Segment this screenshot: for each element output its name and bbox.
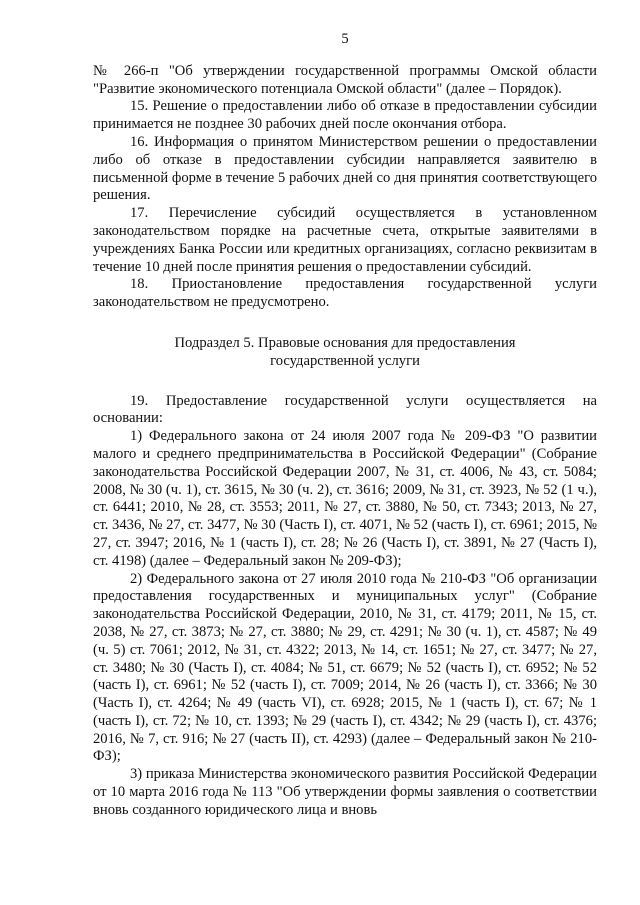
list-item-2: 2) Федерального закона от 27 июля 2010 года № 210-ФЗ "Об организации предоставления государственных и муниципальных услуг" (Собрание законодательства Российской Федерации, 2010, № 31, ст. 4179; 2011, № 15, ст. 2038, № 27, ст. 3873; № 27, ст. 3880; № 29, ст. 4291; № 30 (ч. 1), ст. 4587; № 49 (ч. 5) ст. 7061; 2012, № 31, ст. 4322; 2013, № 14, ст. 1651; № 27, ст. 3477; № 27, ст. 3480; № 30 (Часть I), ст. 4084; № 51, ст. 6679; № 52 (часть I), ст. 6952; № 52 (часть I), ст. 6961; № 52 (часть I), ст. 7009; 2014, № 26 (часть I), ст. 3366; № 30 (Часть I), ст. 4264; № 49 (часть VI), ст. 6928; 2015, № 1 (часть I), ст. 67; № 1 (часть I), ст. 72; № 10, ст. 1393; № 29 (часть I), ст. 4342; № 29 (часть I), ст. 4376; 2016, № 7, ст. 916; № 27 (часть II), ст. 4293) (далее – Федеральный закон № 210-ФЗ); <box>93 570 597 765</box>
subsection-heading-line-2: государственной услуги <box>270 352 420 369</box>
list-item-1: 1) Федерального закона от 24 июля 2007 года № 209-ФЗ "О развитии малого и среднего предпринимательства в Российской Федерации" (Собрание законодательства Российской Федерации 2007, № 31, ст. 4006, № 43, ст. 5084; 2008, № 30 (ч. 1), ст. 3615, № 30 (ч. 2), ст. 3616; 2009, № 31, ст. 3923, № 52 (1 ч.), ст. 6441; 2010, № 28, ст. 3553; 2011, № 27, ст. 3880, № 50, ст. 7343; 2013, № 27, ст. 3436, № 27, ст. 3477, № 30 (Часть I), ст. 4071, № 52 (часть I), ст. 6961; 2015, № 27, ст. 3947; 2016, № 1 (часть I), ст. 28; № 26 (Часть I), ст. 3891, № 27 (Часть I), ст. 4198) (далее – Федеральный закон № 209-ФЗ); <box>93 428 597 569</box>
paragraph-17: 17. Перечисление субсидий осуществляется в установленном законодательством порядке на расчетные счета, открытые заявителями в учреждениях Банка России или кредитных организациях, согласно реквизитам в течение 10 дней после принятия решения о предоставлении субсидий. <box>93 205 597 275</box>
subsection-heading <box>93 335 597 371</box>
paragraph-continuation: № 266-п "Об утверждении государственной программы Омской области "Развитие экономического потенциала Омской области" (далее – Порядок). <box>93 62 597 97</box>
list-item-3: 3) приказа Министерства экономического развития Российской Федерации от 10 марта 2016 года № 113 "Об утверждении формы заявления о соответствии вновь созданного юридического лица и вновь <box>93 766 597 818</box>
paragraph-19: 19. Предоставление государственной услуги осуществляется на основании: <box>93 392 597 427</box>
page-number: 5 <box>341 31 349 47</box>
subsection-heading-line-1: Подраздел 5. Правовые основания для предоставления <box>174 334 516 351</box>
paragraph-18: 18. Приостановление предоставления государственной услуги законодательством не предусмотрено. <box>93 276 597 311</box>
paragraph-16: 16. Информация о принятом Министерством решении о предоставлении либо об отказе в предоставлении субсидии направляется заявителю в письменной форме в течение 5 рабочих дней со дня принятия соответствующего решения. <box>93 133 597 204</box>
paragraph-15: 15. Решение о предоставлении либо об отказе в предоставлении субсидии принимается не позднее 30 рабочих дней после окончания отбора. <box>93 98 597 133</box>
